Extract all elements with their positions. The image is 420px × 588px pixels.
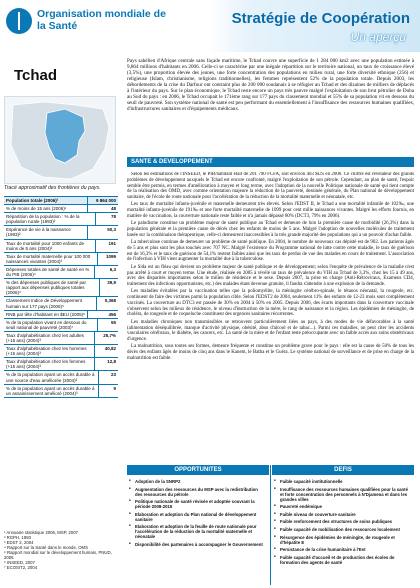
organization-name: Organisation mondiale de la Santé — [37, 8, 166, 32]
stat-value: 50,3 — [107, 227, 116, 233]
stat-row — [4, 332, 118, 345]
stat-value: 25,7% — [103, 332, 116, 338]
stat-value: 48 — [110, 206, 116, 212]
health-paragraph: Les maladies chroniques non transmissibles se retrouvent particulièrement liées au pays, à des modes de vie défavorables à la santé (alimentation déséquilibrée, manque d'activité physique, obésité, abus d'alcool et de tabac...). Parmi ces maladies, on peut citer les accidents vasculaires cérébraux, le diabète, les cancers, etc. La santé de la mère et de l'enfant reste préoccupante avec un faible accès aux soins obstétricaux d'urgence. — [127, 319, 414, 343]
stat-label: Dépenses totales de santé de santé en % du PIB (2006)⁴ — [4, 266, 95, 278]
stat-value: 78 — [110, 214, 116, 220]
source-line: ⁴ Rapport sur la Santé dans le monde, OMS — [4, 545, 89, 550]
stat-row — [4, 279, 118, 297]
stat-value: 456 — [108, 311, 116, 317]
stat-row — [4, 213, 118, 226]
source-line: ² RGPH, 1993 — [4, 535, 31, 540]
stat-row — [4, 253, 118, 266]
opportunity-item: • Elaboration et adoption du Plan national de développement sanitaire — [127, 512, 269, 522]
stat-label: % des dépenses publiques de santé par rapport aux dépenses publiques totales (2006)⁴ — [4, 279, 100, 296]
country-map — [4, 96, 116, 184]
stat-value: 9 864 000 — [88, 197, 118, 204]
column-divider — [270, 465, 271, 585]
challenge-item: • Insuffisance des ressources humaines qualifiées pour la santé et forte concentration des personnels à N'Djamena et dans les grandes villes — [272, 487, 414, 502]
stat-row — [4, 297, 118, 310]
who-emblem-icon — [6, 8, 32, 34]
health-paragraph: Le Sida est un fléau qui devient un problème majeur de santé publique et de développement; selon l'enquête de prévalence de la maladie n'est pas arrêté à court et moyen terme. Une étude, réalisée en 2005 à révélé un taux de prévalence du VIH au Tchad de 3,3%, chez les 15 à 49 ans, avec des disparités importantes selon le milieu de résidence et le sexe. Depuis 2007, la prise en charge (Anti-Rétroviraux, Examens CD4, traitement des infections opportunistes, etc.) des malades étant devenue gratuite, il faudra s'attendre à une explosion de la demande. — [127, 264, 414, 288]
stat-row — [4, 371, 118, 384]
opportunity-item: • Politique nationale de santé révisée et adoptée couvrant la période 2008-2015 — [127, 499, 269, 509]
section-title-health: SANTE & DEVELOPPEMENT — [127, 157, 414, 167]
stat-row — [4, 358, 118, 371]
opportunity-item: • Augmentation des ressources du MSP avec la redistribution des ressources du pétrole — [127, 487, 269, 497]
opportunities-list — [127, 479, 269, 550]
stat-label: Classement Indice de Développement humain sur 177 pays (2006)⁵ — [4, 297, 97, 309]
challenge-item: • Faible renforcement des structures de soins publiques — [272, 519, 414, 524]
stat-value: 191 — [108, 240, 116, 246]
challenges-list — [272, 479, 414, 567]
stat-label: % de moins de 15 ans (2006)¹ — [4, 205, 88, 212]
stat-label: RNB par tête d'habitant en $EU (2005)⁶ — [4, 311, 88, 318]
stat-value: 23 — [110, 372, 116, 378]
source-line: ¹ Annuaire statistique 2006, MSP, 2007 — [4, 530, 78, 535]
health-paragraph: Les taux de mortalité infanto-juvénile et maternelle demeurent très élevés. Selon l'EDST II, le Tchad a une mortalité infantile de 102‰, une mortalité infanto-juvénile de 191‰ et une forte mortalité maternelle de 1099 pour cent mille naissances vivantes. Malgré les efforts fournis, en matière de vaccination, la couverture nationale reste faible et n'a jamais dépassé 80% (DCT3, 79% en 2006). — [127, 202, 414, 219]
challenge-item: • Faible niveau de couverture sanitaire — [272, 512, 414, 517]
stat-label: Taux d'alphabétisation chez les hommes (+15 ans) (2004)³ — [4, 345, 95, 357]
stat-row — [4, 385, 118, 398]
health-paragraph: La malnutrition, sous toutes ses formes, demeure fréquente et constitue un problème grave pour le pays : elle est la cause de 50% de tous les décès des enfants âgés de moins de cinq ans dans le Kanem, le Batha et le Guéra. Le système national de surveillance et de prise en charge de la malnutrition est faible. — [127, 344, 414, 361]
stat-label: Taux de mortalité maternelle pour 100 000 naissances vivantes (2004)³ — [4, 253, 98, 265]
stat-row — [4, 205, 118, 213]
africa-map-image — [5, 97, 115, 183]
stat-row — [4, 226, 118, 239]
country-statistics-table — [4, 196, 118, 398]
challenge-item: • Faible capacité d'accueil et de production des écoles de formation des agents de santé — [272, 555, 414, 565]
challenge-item: • Résurgence des épidémies de méningite, de rougeole et d'hépatite E — [272, 535, 414, 545]
health-paragraph: La tuberculose continue de demeurer un problème de santé publique. En 2004, le nombre de nouveaux cas dépisté est de 902. Les patients âgés de 5 ans et plus sont les plus touchés avec 707 NC. Malgré l'existence du Programme national de lutte contre cette maladie, le taux de guérison est de 16,3% et le taux de guérison de 54,1% restent faibles ainsi que les taux de perdus de vue des malades en cours de traitement. L'association de l'infection à VIH vient augmenter la mortalité due à la tuberculose. — [127, 240, 414, 263]
source-line: ³ EDST 2, 2004 — [4, 540, 34, 545]
stat-label: Taux d'alphabétisation chez les adultes (+15 ans) (2004)³ — [4, 332, 95, 344]
document-subtitle: Un aperçu — [350, 30, 406, 44]
stat-value: 6,3 — [109, 266, 116, 272]
stat-label: Population totale (2006)¹ — [4, 197, 88, 204]
section-title-challenges: DEFIS — [272, 465, 414, 475]
stat-label: Taux d'alphabétisation chez les femmes (+15 ans) (2004)³ — [4, 358, 95, 370]
stat-row — [4, 240, 118, 253]
challenge-item: • Persistance de la crise humanitaire à l'Est — [272, 547, 414, 552]
health-paragraph: Le paludisme constitue un problème majeur de santé publique au Tchad et demeure de loin la première cause de morbidité (26,3%) dans la population générale et la première cause de décès chez les enfants de moins de 5 ans. Malgré l'adoption de nouvelles molécules de traitement basée sur la combinaison thérapeutique, celle-ci demeurent inaccessibles à la très grande majorité des populations qui a un pouvoir d'achat faible. — [127, 221, 414, 238]
stat-value: 9 — [113, 385, 116, 391]
stat-row — [4, 311, 118, 319]
health-paragraph: Selon les estimations de l'INSEED, le PIB/habitant était de 201 790 FCFA, soit environ 403 $US en 2006. Ce chiffre est révélateur des grands problèmes de développement auxquels le Tchad est encore confronté, malgré l'exploitation de son pétrole. Cependant, au plan de santé, l'espoir semble être permis, en termes d'amélioration à moyen et long terme, avec l'adoption de la nouvelle Politique nationale de santé qui tient compte de la réalisation des OMD, avec comme orientation majeure la réduction de la pauvreté, dessinée générale, du Plan national de développement sanitaire, de l'école de route nationale pour l'accélération de la réduction de la mortalité maternelle et néonatale, etc. — [127, 172, 414, 201]
stat-row — [4, 197, 118, 205]
statistics-sources — [4, 530, 118, 570]
source-line: ⁷ ECOSIT2, 2004 — [4, 565, 38, 570]
stat-label: Répartition de la population : % de la population rurale (1993)² — [4, 213, 96, 225]
stat-value: 12,8 — [107, 359, 116, 365]
challenge-item: • Pauvreté endémique — [272, 504, 414, 509]
stat-label: % de la population vivant en dessous du seuil national de pauvreté (2003)⁷ — [4, 319, 98, 331]
opportunity-item: • Elaboration et adoption de la feuille de route nationale pour l'accélération de la réduction de la mortalité maternelle et néonatale — [127, 524, 269, 539]
who-logo — [6, 6, 176, 40]
stat-label: Espérance de vie à la naissance (1993)² — [4, 226, 88, 238]
health-paragraph: Les maladies évitables par la vaccination telles que la poliomyélite, la méningite cérébro-spinale, le tétanos néonatal, la rougeole, etc. continuent de faire des victimes parmi la population cible. Selon l'EDST2 de 2004, seulement 11% des enfants de 12-23 mois sont complètement vaccinés. La couverture au DTC3 est passée de 30% en 2004 à 50% en 2005. Depuis 2006, des écarts importants dans la couverture vaccinale s'observent selon les milieux de résidence, le niveau d'instruction de la mère, le rang de naissance et la région. Les épidémies de méningite, de choléra, de rougeole et de coqueluche constituent des urgences sanitaires récurrentes. — [127, 289, 414, 318]
stat-row — [4, 345, 118, 358]
map-caption: Tracé approximatif des frontières du pays. — [4, 185, 101, 191]
stat-value: 39,9 — [107, 280, 116, 286]
section-title-opportunities: OPPORTUNITES — [127, 465, 269, 475]
document-title: Stratégie de Coopération — [231, 10, 410, 27]
stat-value: 0,368 — [104, 298, 116, 304]
opportunity-item: • Disponibilité des partenaires à accompagner le Gouvernement — [127, 542, 269, 547]
stat-value: 55 — [110, 319, 116, 325]
stat-row — [4, 319, 118, 332]
source-line: ⁵ Rapport mondial sur le développement humain, PNUD, 2006 — [4, 550, 112, 560]
country-name: Tchad — [14, 67, 58, 84]
country-intro-paragraph: Pays sahélien d'Afrique centrale sans façade maritime, le Tchad couvre une superficie de 1 284 000 km2 avec une population estimée à 9,864 millions d'habitants en 2006. Celle-ci se caractérise par une inégale répartition sur le territoire national, un taux de croissance élevé (3,5%), une proportion élevée des jeunes, une forte concentration des populations en milieu rural, une forte diversité ethnique (256) et religieuse (Islam, christianisme, religions traditionnelles), les femmes représentent 52% de la population totale. Depuis 2003, les débordements de la crise du Darfour ont contraint plus de 200 000 soudanais à se réfugier au Tchad et des dizaines de milliers de déplacés à l'intérieur du pays. Sur le plan économique, le Tchad reste encore un pays très pauvre malgré l'exploitation de son brut pétrolier de Doba au Sud du pays : en 2006, le Tchad occupait le 171ème rang sur 177 pays du classement mondial et 55% de sa population vit en dessous du seuil de pauvreté. Son système national de santé est peu performant du essentiellement à l'insuffisance des ressources humaines qualifiées, d'infrastructures sanitaires et d'équipements médicaux. — [127, 58, 414, 113]
stat-label: % de la population ayant un accès durable à une source d'eau améliorée (2004)³ — [4, 371, 99, 383]
stat-row — [4, 266, 118, 279]
source-line: ⁶ INSEED, 2007 — [4, 560, 35, 565]
challenge-item: • Faible capacité institutionnelle — [272, 479, 414, 484]
title-band — [209, 0, 420, 52]
stat-value: 1099 — [105, 253, 116, 259]
header — [0, 0, 420, 52]
stat-label: Taux de mortalité pour 1000 enfants de moins de 5 ans (2004)³ — [4, 240, 96, 252]
opportunity-item: • Adoption de la SNRP2 — [127, 479, 269, 484]
challenge-item: • Faible capacité de mobilisation des ressources localement — [272, 527, 414, 532]
stat-value: 40,82 — [104, 346, 116, 352]
health-section-body — [127, 172, 414, 460]
stat-label: % de la population ayant un accès durable à un assainissement amélioré (2004)³ — [4, 385, 99, 397]
